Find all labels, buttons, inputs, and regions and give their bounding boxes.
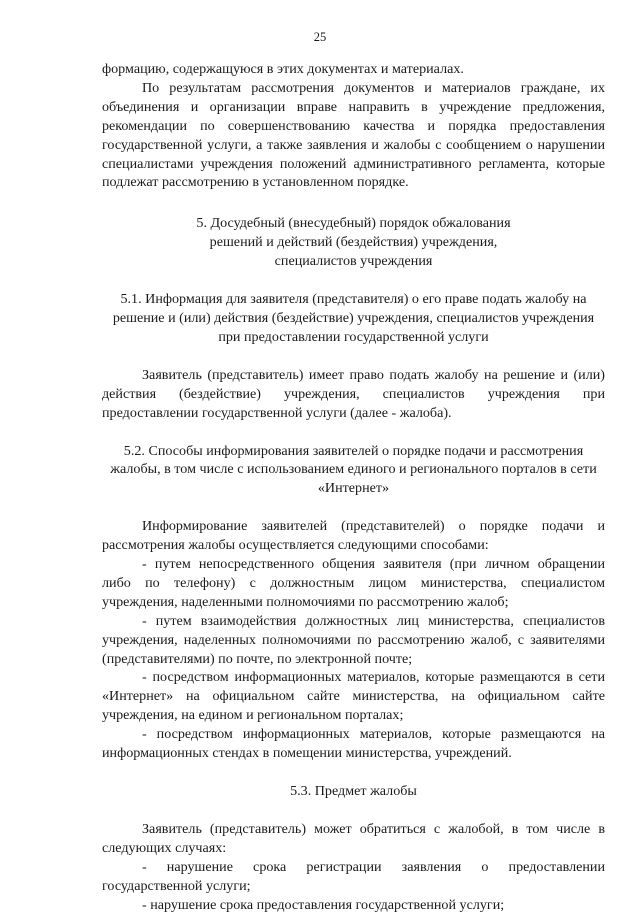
list-item-registration-deadline: - нарушение срока регистрации заявления о предоставлении государственной услуги; bbox=[102, 858, 605, 894]
subsection-5-3-heading: 5.3. Предмет жалобы bbox=[290, 783, 417, 799]
paragraph-informing: Информирование заявителей (представителей) о порядке подачи и рассмотрения жалобы осуществляется следующими способами: bbox=[102, 518, 605, 554]
section-5-heading-line1: 5. Досудебный (внесудебный) порядок обжалования bbox=[196, 215, 511, 232]
page-content bbox=[102, 60, 605, 914]
paragraph-proposals: По результатам рассмотрения документов и материалов граждане, их объединения и организации вправе направить в учреждение предложения, рекомендации по совершенствованию качества и порядка предоставления государственной услуги, а также заявления и жалобы с сообщением о нарушении специалистами учреждения положений административного регламента, которые подлежат рассмотрению в установленном порядке. bbox=[102, 79, 605, 191]
section-5-heading-line2: решений и действий (бездействия) учреждения, bbox=[209, 234, 498, 251]
paragraph-complaint-cases: Заявитель (представитель) может обратиться с жалобой, в том числе в следующих случаях: bbox=[102, 820, 605, 856]
list-item-info-stands: - посредством информационных материалов, которые размещаются на информационных стендах в помещении министерства, учреждений. bbox=[102, 726, 605, 762]
paragraph-continuation: формацию, содержащуюся в этих документах и материалах. bbox=[102, 61, 464, 77]
list-item-service-deadline: - нарушение срока предоставления государственной услуги; bbox=[142, 896, 505, 913]
paragraph-right-to-complain: Заявитель (представитель) имеет право подать жалобу на решение и (или) действия (бездействие) учреждения, специалистов учреждения при предоставлении государственной услуги (далее - жалоба). bbox=[102, 366, 605, 421]
section-5-heading-line3: специалистов учреждения bbox=[274, 253, 433, 270]
page-number: 25 bbox=[313, 30, 327, 44]
list-item-internet-materials: - посредством информационных материалов, которые размещаются в сети «Интернет» на официальном сайте министерства, на официальном сайте учреждения, на едином и региональном порталах; bbox=[102, 669, 605, 724]
list-item-direct-communication: - путем непосредственного общения заявителя (при личном обращении либо по телефону) с должностным лицом министерства, специалистом учреждения, наделенными полномочиями по рассмотрению жалоб; bbox=[102, 556, 605, 610]
subsection-5-1-heading: 5.1. Информация для заявителя (представителя) о его праве подать жалобу на решение и (или) действия (бездействие) учреждения, специалистов учреждения при предоставлении государственной услуги bbox=[112, 291, 595, 345]
subsection-5-2-heading: 5.2. Способы информирования заявителей о порядке подачи и рассмотрения жалобы, в том числе с использованием единого и регионального порталов в сети «Интернет» bbox=[110, 442, 597, 497]
list-item-mail-interaction: - путем взаимодействия должностных лиц министерства, специалистов учреждения, наделенных полномочиями по рассмотрению жалоб, с заявителями (представителями) по почте, по электронной почте; bbox=[102, 612, 605, 667]
